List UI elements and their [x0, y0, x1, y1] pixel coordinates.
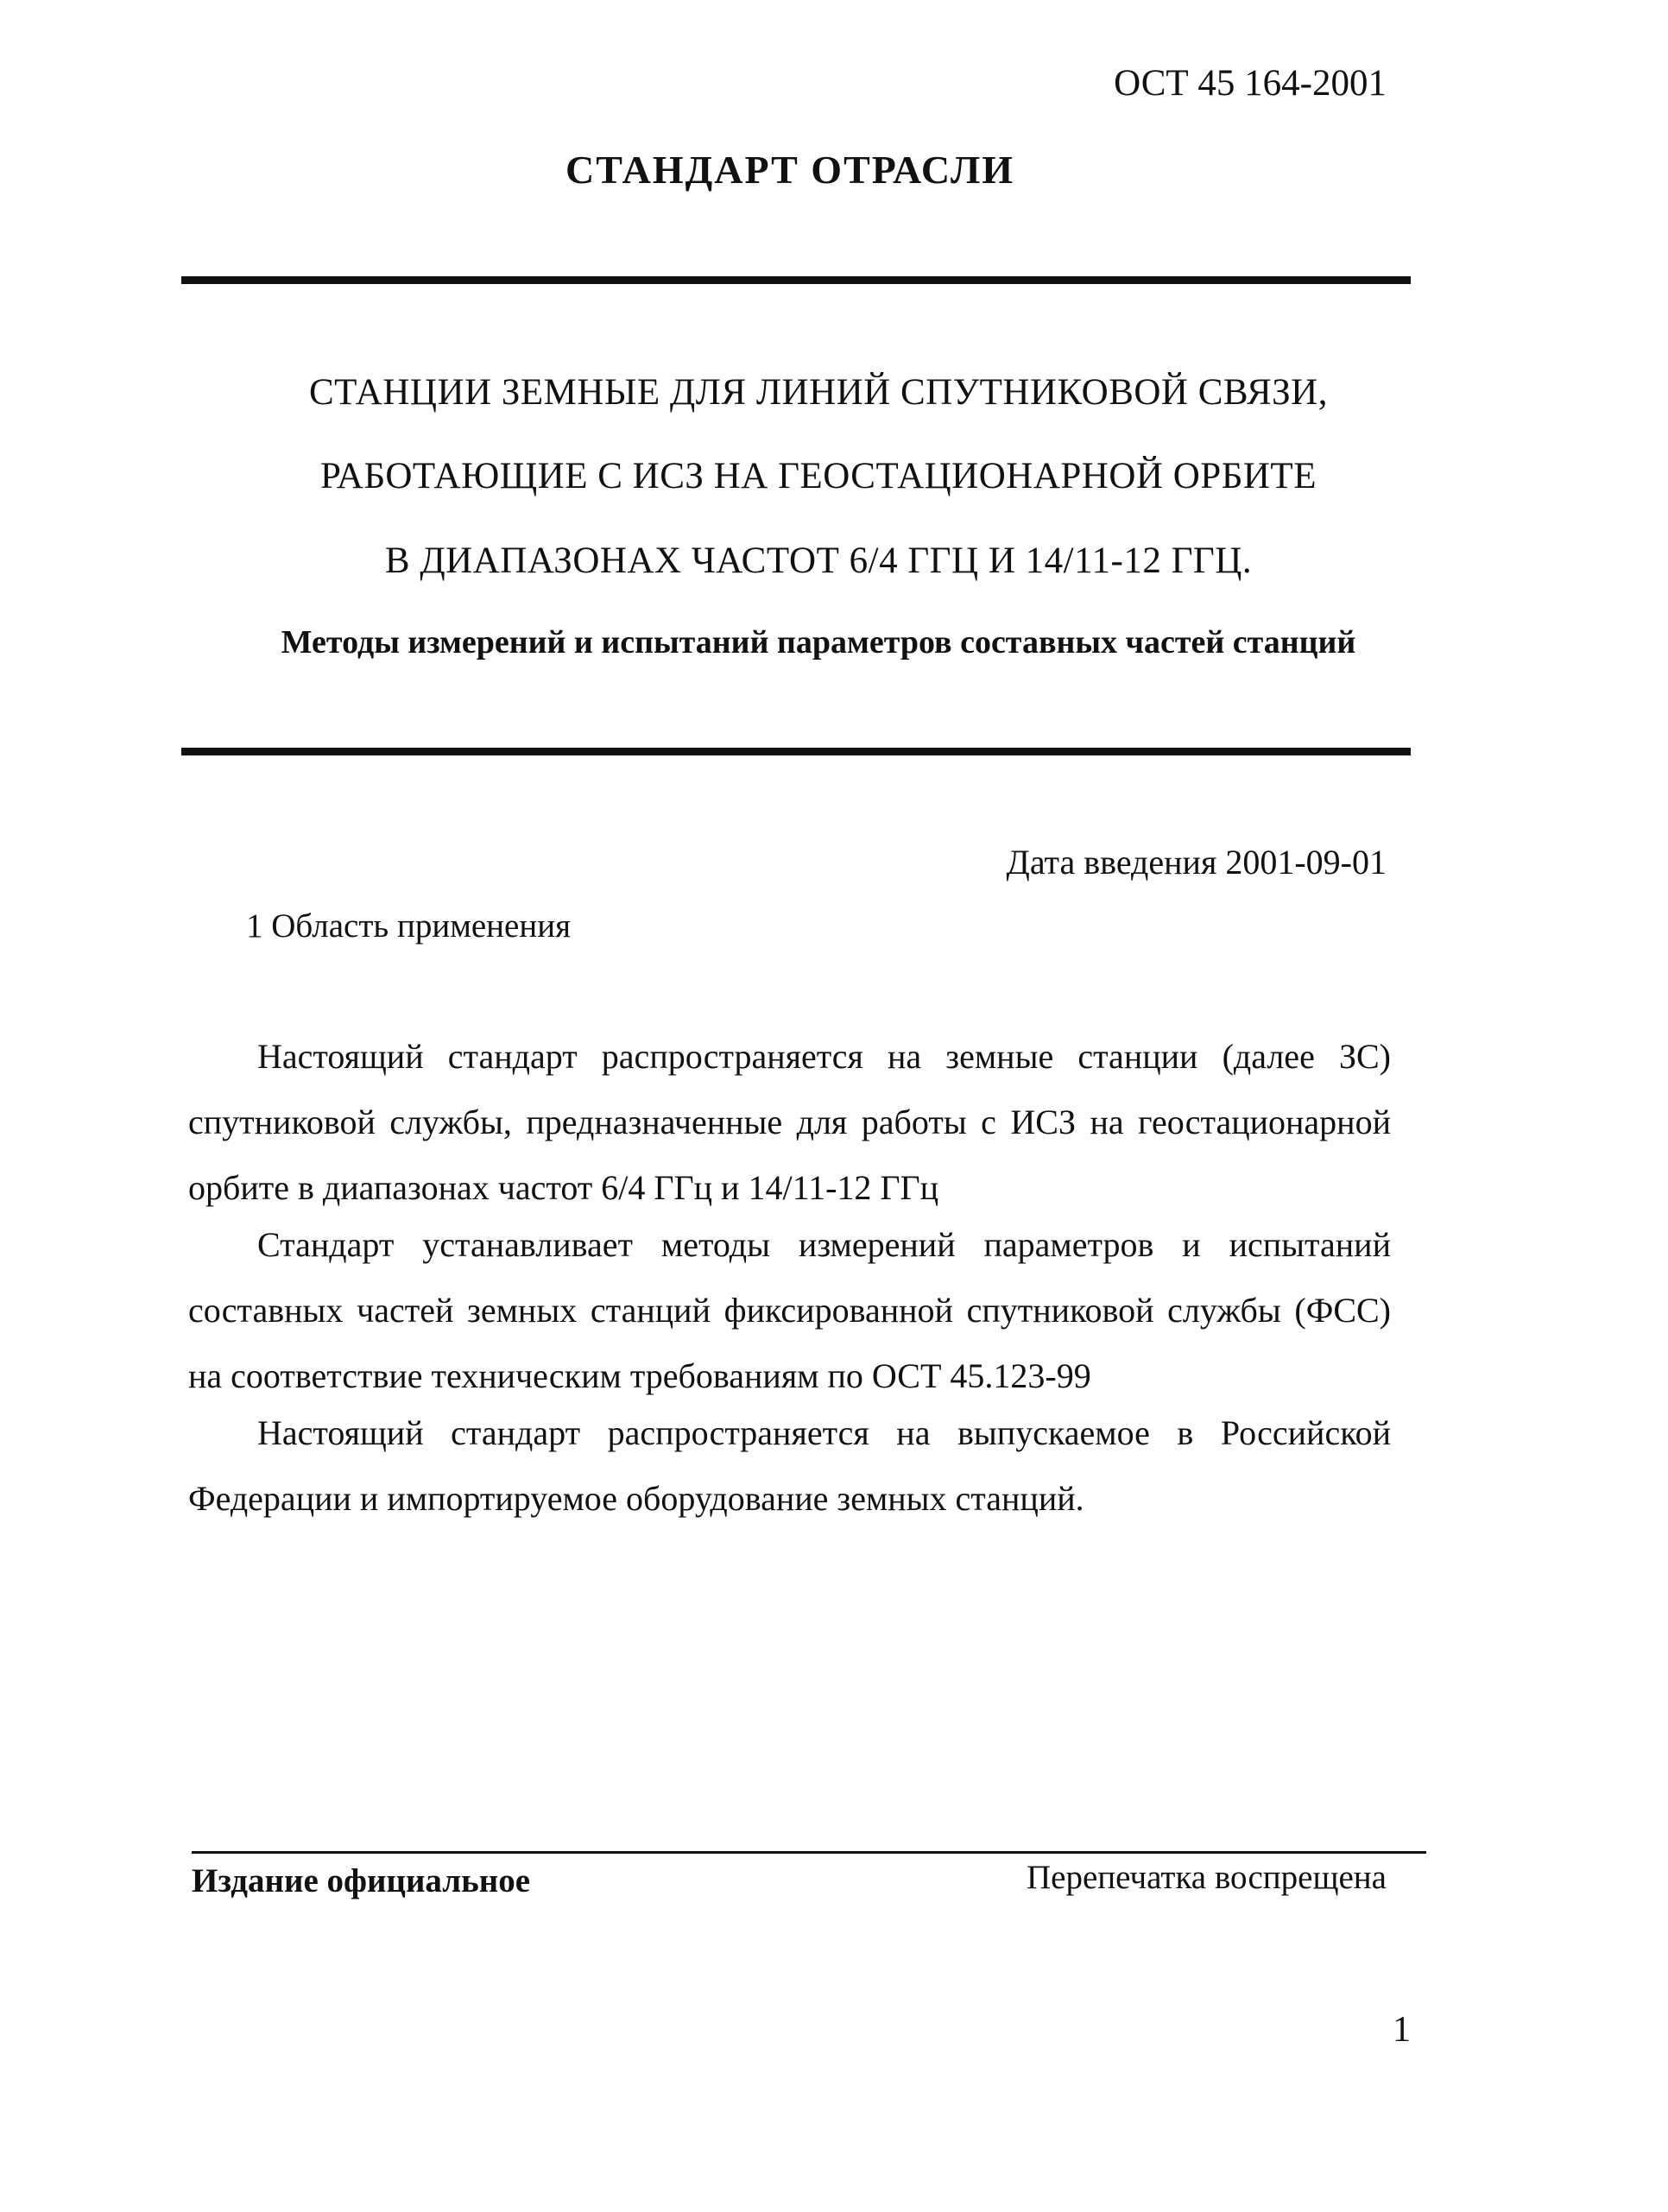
document-subtitle: Методы измерений и испытаний параметров составных частей станций	[281, 624, 1356, 660]
footer-divider	[192, 1851, 1426, 1854]
title-line-2: РАБОТАЮЩИЕ С ИСЗ НА ГЕОСТАЦИОНАРНОЙ ОРБИТЕ	[320, 456, 1317, 496]
paragraph-2: Стандарт устанавливает методы измерений параметров и испытаний составных частей земных станций фиксированной спутниковой службы (ФСС) на соответствие техническим требованиям по ОСТ 45.123-99	[188, 1225, 1391, 1395]
page-number: 1	[1393, 2010, 1411, 2050]
document-code: ОСТ 45 164-2001	[1114, 63, 1387, 104]
edition-label: Издание официальное	[192, 1862, 531, 1899]
introduction-date: Дата введения 2001-09-01	[1006, 843, 1387, 882]
title-line-1: СТАНЦИИ ЗЕМНЫЕ ДЛЯ ЛИНИЙ СПУТНИКОВОЙ СВЯЗИ,	[309, 372, 1328, 413]
title-line-3: В ДИАПАЗОНАХ ЧАСТОТ 6/4 ГГЦ И 14/11-12 ГГЦ.	[384, 540, 1253, 581]
reprint-notice: Перепечатка воспрещена	[1026, 1859, 1387, 1896]
paragraph-3: Настоящий стандарт распространяется на выпускаемое в Российской Федерации и импортируемое оборудование земных станций.	[188, 1413, 1391, 1518]
paragraph-1: Настоящий стандарт распространяется на земные станции (далее ЗС) спутниковой службы, предназначенные для работы с ИСЗ на геостационарной орбите в диапазонах частот 6/4 ГГц и 14/11-12 ГГц	[188, 1037, 1391, 1207]
top-divider	[181, 276, 1411, 284]
middle-divider	[181, 748, 1411, 755]
section-heading: 1 Область применения	[246, 907, 572, 945]
standard-type-heading: СТАНДАРТ ОТРАСЛИ	[565, 148, 1015, 192]
